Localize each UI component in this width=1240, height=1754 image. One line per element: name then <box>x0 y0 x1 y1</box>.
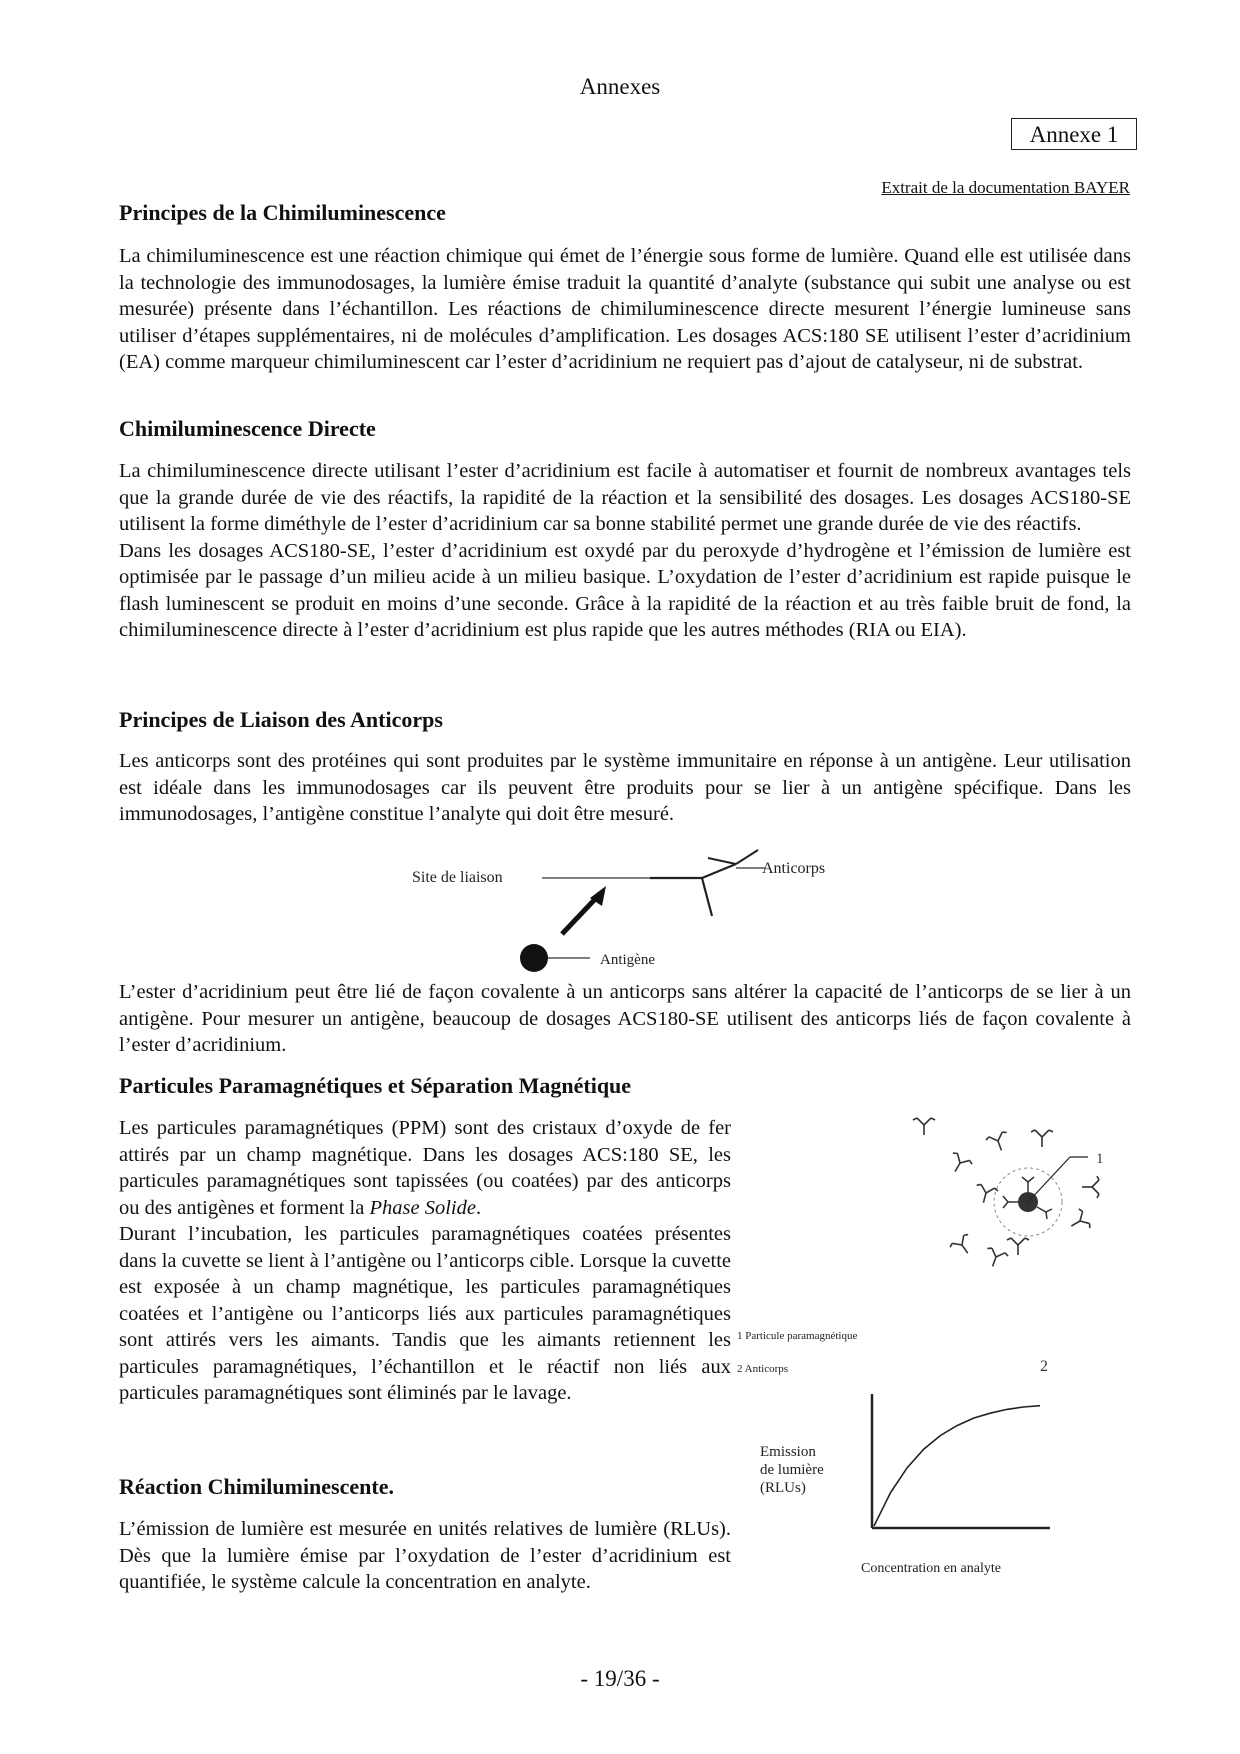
paragraph-text <box>119 1115 731 1221</box>
heading-chemiluminescent-reaction: Réaction Chimiluminescente. <box>119 1474 394 1499</box>
paragraph-chemiluminescent-reaction <box>119 1516 731 1596</box>
paragraph-text: L’ester d’acridinium peut être lié de façon covalente à un anticorps sans altérer la capacité de l’anticorps de se lier à un antigène. Pour mesurer un antigène, beaucoup de dosages ACS180-SE utilisent des anticorps liés de façon covalente à l’ester d’acridinium. <box>119 981 1131 1056</box>
chart-ylabel-line: de lumière <box>760 1462 824 1478</box>
free-antibody-icon <box>913 1118 935 1135</box>
paragraph-text: Les anticorps sont des protéines qui sont produites par le système immunitaire en réponse à un antigène. Leur utilisation est idéale dans les immunodosages car ils peuvent être produits pour se lier à un antigène spécifique. Dans les immunodosages, l’antigène constitue l’analyte qui doit être mesuré. <box>119 750 1131 825</box>
paragraph-acridinium-linkage <box>119 979 1131 1059</box>
paragraph-text-segment: Les particules paramagnétiques (PPM) sont des cristaux d’oxyde de fer attirés par un champ magnétique. Dans les dosages ACS:180 SE, les particules paramagnétiques sont tapissées (ou coatées) par des anticorps ou des antigènes et forment la <box>119 1117 731 1219</box>
free-antibody-icon <box>982 1247 1008 1270</box>
rlu-chart <box>740 1380 1070 1580</box>
paragraph-text-segment: . <box>475 1196 482 1219</box>
paragraph-text: L’émission de lumière est mesurée en unités relatives de lumière (RLUs). Dès que la lumière émise par l’oxydation de l’ester d’acridinium est quantifiée, le système calcule la concentration en analyte. <box>119 1518 731 1593</box>
free-antibody-icon <box>945 1151 973 1177</box>
heading-paramagnetic-particles: Particules Paramagnétiques et Séparation Magnétique <box>119 1073 632 1098</box>
antibody-binding-figure <box>400 848 860 978</box>
paragraph-text: Durant l’incubation, les particules paramagnétiques coatées présentes dans la cuvette se lient à l’antigène ou l’anticorps cible. Lorsque la cuvette est exposée à un champ magnétique, les particules paramagnétiques coatées et l’antigène ou l’anticorps liés aux particules paramagnétiques sont attirés vers les aimants. Tandis que les aimants retiennent les particules paramagnétiques, l’échantillon et le réactif non liés aux particules paramagnétiques sont éliminés par le lavage. <box>119 1223 731 1404</box>
free-antibody-icon <box>1007 1238 1029 1255</box>
figure-number-1: 1 <box>1096 1151 1104 1167</box>
chart-xlabel: Concentration en analyte <box>861 1561 1001 1576</box>
antibody-label: Anticorps <box>762 860 826 877</box>
paragraph-text: La chimiluminescence est une réaction chimique qui émet de l’énergie sous forme de lumière. Quand elle est utilisée dans la technologie des immunodosages, la lumière émise traduit la quantité d’analyte (substance qui subit une analyse ou est mesurée) présente dans l’échantillon. Les réactions de chimiluminescence directe mesurent l’énergie lumineuse sans utiliser d’étapes supplémentaires, ni de molécules d’amplification. Les dosages ACS:180 SE utilisent l’ester d’acridinium (EA) comme marqueur chimiluminescent car l’ester d’acridinium ne requiert pas d’ajout de catalyseur, ni de substrat. <box>119 245 1131 373</box>
page-number: - 19/36 - <box>580 1666 660 1691</box>
paragraph-paramagnetic-particles <box>119 1115 731 1407</box>
chart-series-line <box>874 1406 1040 1526</box>
solid-phase-term: Phase Solide <box>369 1196 476 1219</box>
heading-chemiluminescence-principles: Principes de la Chimiluminescence <box>119 200 446 225</box>
paragraph-text: La chimiluminescence directe utilisant l’ester d’acridinium est facile à automatiser et fournit de nombreux avantages tels que la grande durée de vie des réactifs, la rapidité de la réaction et la sensibilité des dosages. Les dosages ACS180-SE utilisent la forme diméthyle de l’ester d’acridinium car sa bonne stabilité permet une grande durée de vie des réactifs. <box>119 460 1131 535</box>
antigen-icon <box>520 944 548 972</box>
heading-antibody-binding: Principes de Liaison des Anticorps <box>119 707 443 732</box>
figure-number-2: 2 <box>1040 1358 1048 1375</box>
free-antibody-icon <box>1082 1176 1099 1198</box>
antigen-label: Antigène <box>600 952 655 968</box>
legend-paramagnetic-particle: 1 Particule paramagnétique <box>737 1330 858 1342</box>
particle-leader-line <box>1028 1157 1070 1202</box>
free-antibody-icon <box>1031 1130 1053 1147</box>
source-note: Extrait de la documentation BAYER <box>881 178 1130 197</box>
free-antibody-icon <box>985 1131 1011 1154</box>
free-antibody-icon <box>949 1233 977 1260</box>
paragraph-direct-chemiluminescence <box>119 458 1131 644</box>
page-header: Annexes <box>579 74 661 99</box>
chart-ylabel-line: Emission <box>760 1444 816 1460</box>
binding-arrow-icon <box>562 896 598 934</box>
paragraph-text: Dans les dosages ACS180-SE, l’ester d’acridinium est oxydé par du peroxyde d’hydrogène et l’émission de lumière est optimisée par le passage d’un milieu acide à un milieu basique. L’oxydation de l’ester d’acridinium est rapide puisque le flash luminescent se produit en moins d’une seconde. Grâce à la rapidité de la réaction et au très faible bruit de fond, la chimiluminescence directe à l’ester d’acridinium est plus rapide que les autres méthodes (RIA ou EIA). <box>119 539 1131 641</box>
paramagnetic-particle-figure <box>900 1105 1130 1285</box>
free-antibody-icon <box>1066 1208 1092 1236</box>
antibody-icon <box>650 850 758 916</box>
binding-site-label: Site de liaison <box>412 869 503 886</box>
paragraph-chemiluminescence-principles <box>119 243 1131 376</box>
chart-ylabel-line: (RLUs) <box>760 1480 806 1496</box>
paragraph-antibody-binding <box>119 748 1131 828</box>
heading-direct-chemiluminescence: Chimiluminescence Directe <box>119 416 376 441</box>
legend-antibody: 2 Anticorps <box>737 1363 789 1375</box>
annex-label-box: Annexe 1 <box>1011 118 1137 150</box>
